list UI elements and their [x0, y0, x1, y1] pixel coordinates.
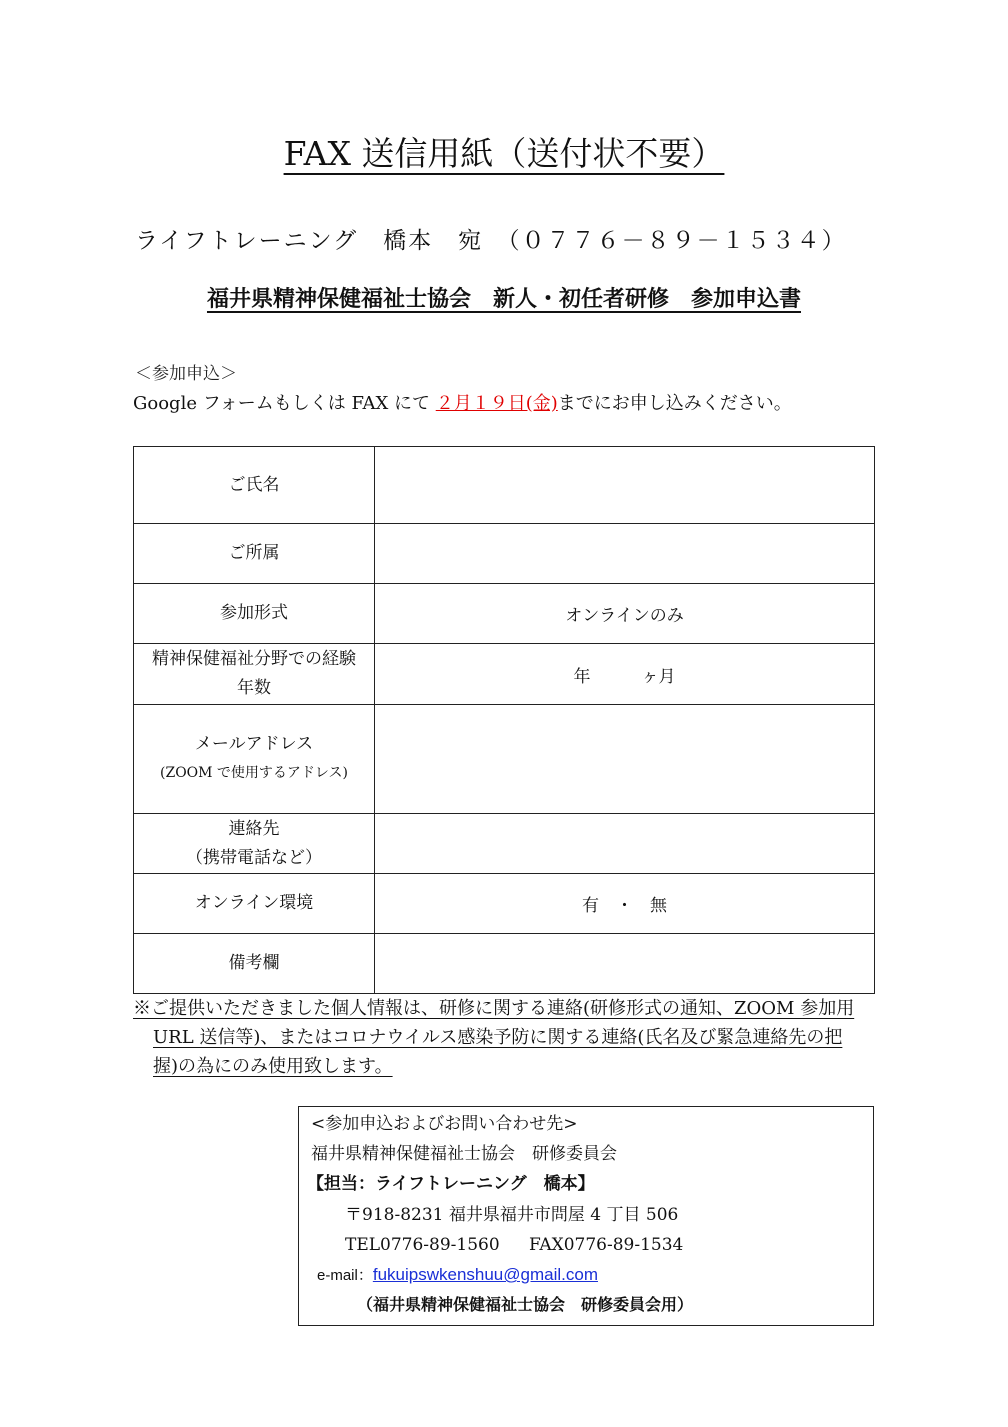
contact-fax: FAX0776-89-1534 — [529, 1235, 684, 1255]
privacy-notice — [133, 994, 881, 1081]
email-link[interactable]: fukuipswkenshuu@gmail.com — [372, 1265, 598, 1284]
contact-field[interactable] — [375, 814, 875, 874]
form-row-name — [134, 447, 875, 524]
contact-note: （福井県精神保健福祉士協会 研修委員会用） — [357, 1295, 694, 1314]
label-experience — [134, 644, 375, 705]
application-section-label: ＜参加申込＞ — [135, 364, 237, 384]
label-contact-line1: 連絡先 — [228, 818, 280, 839]
application-instruction — [133, 389, 792, 415]
name-field[interactable] — [375, 447, 875, 524]
form-row-email — [134, 705, 875, 814]
form-row-remarks — [134, 934, 875, 994]
affiliation-field[interactable] — [375, 524, 875, 584]
contact-email-row — [317, 1260, 598, 1291]
application-form-table — [133, 446, 875, 994]
label-email — [134, 705, 375, 814]
email-label: e-mail： — [317, 1267, 373, 1284]
experience-years-field[interactable]: 年 ヶ月 — [375, 644, 875, 705]
form-row-contact — [134, 814, 875, 874]
participation-format-value: オンラインのみ — [375, 584, 875, 644]
instruction-text-before: Google フォームもしくは FAX にて — [133, 393, 436, 414]
form-row-experience — [134, 644, 875, 705]
label-experience-line1: 精神保健福祉分野での経験 — [152, 649, 356, 669]
contact-heading: <参加申込およびお問い合わせ先> — [311, 1114, 578, 1134]
form-row-affiliation — [134, 524, 875, 584]
deadline-date: ２月１９日(金) — [435, 393, 558, 414]
notice-line3: 握)の為にのみ使用致します。 — [153, 1056, 393, 1077]
label-email-line1: メールアドレス — [194, 734, 314, 754]
notice-line1: ご提供いただきました個人情報は、研修に関する連絡(研修形式の通知、ZOOM 参加用 — [151, 998, 855, 1019]
document-title: FAX 送信用紙（送付状不要） — [283, 134, 725, 173]
notice-mark: ※ — [133, 998, 151, 1019]
contact-box — [298, 1106, 874, 1326]
label-affiliation: ご所属 — [134, 524, 375, 584]
online-environment-choice[interactable]: 有 ・ 無 — [375, 874, 875, 934]
label-email-line2: (ZOOM で使用するアドレス) — [160, 765, 348, 781]
label-contact-line2: （携帯電話など） — [186, 847, 322, 868]
contact-tel: TEL0776-89-1560 — [345, 1235, 500, 1255]
label-name: ご氏名 — [134, 447, 375, 524]
contact-person: 【担当：ライフトレーニング 橋本】 — [307, 1174, 595, 1194]
label-remarks: 備考欄 — [134, 934, 375, 994]
email-field[interactable] — [375, 705, 875, 814]
label-contact — [134, 814, 375, 874]
form-row-participation-format — [134, 584, 875, 644]
label-online-environment: オンライン環境 — [134, 874, 375, 934]
label-experience-line2: 年数 — [237, 678, 271, 698]
form-subtitle: 福井県精神保健福祉士協会 新人・初任者研修 参加申込書 — [206, 286, 801, 312]
instruction-text-after: までにお申し込みください。 — [557, 393, 792, 414]
form-row-online-environment — [134, 874, 875, 934]
label-participation-format: 参加形式 — [134, 584, 375, 644]
contact-organization: 福井県精神保健福祉士協会 研修委員会 — [311, 1144, 617, 1164]
remarks-field[interactable] — [375, 934, 875, 994]
contact-address: 〒918-8231 福井県福井市問屋 4 丁目 506 — [345, 1205, 679, 1225]
notice-line2: URL 送信等)、またはコロナウイルス感染予防に関する連絡(氏名及び緊急連絡先の把 — [153, 1027, 843, 1048]
fax-addressee: ライフトレーニング 橋本 宛 （０７７６－８９－１５３４） — [135, 228, 847, 254]
